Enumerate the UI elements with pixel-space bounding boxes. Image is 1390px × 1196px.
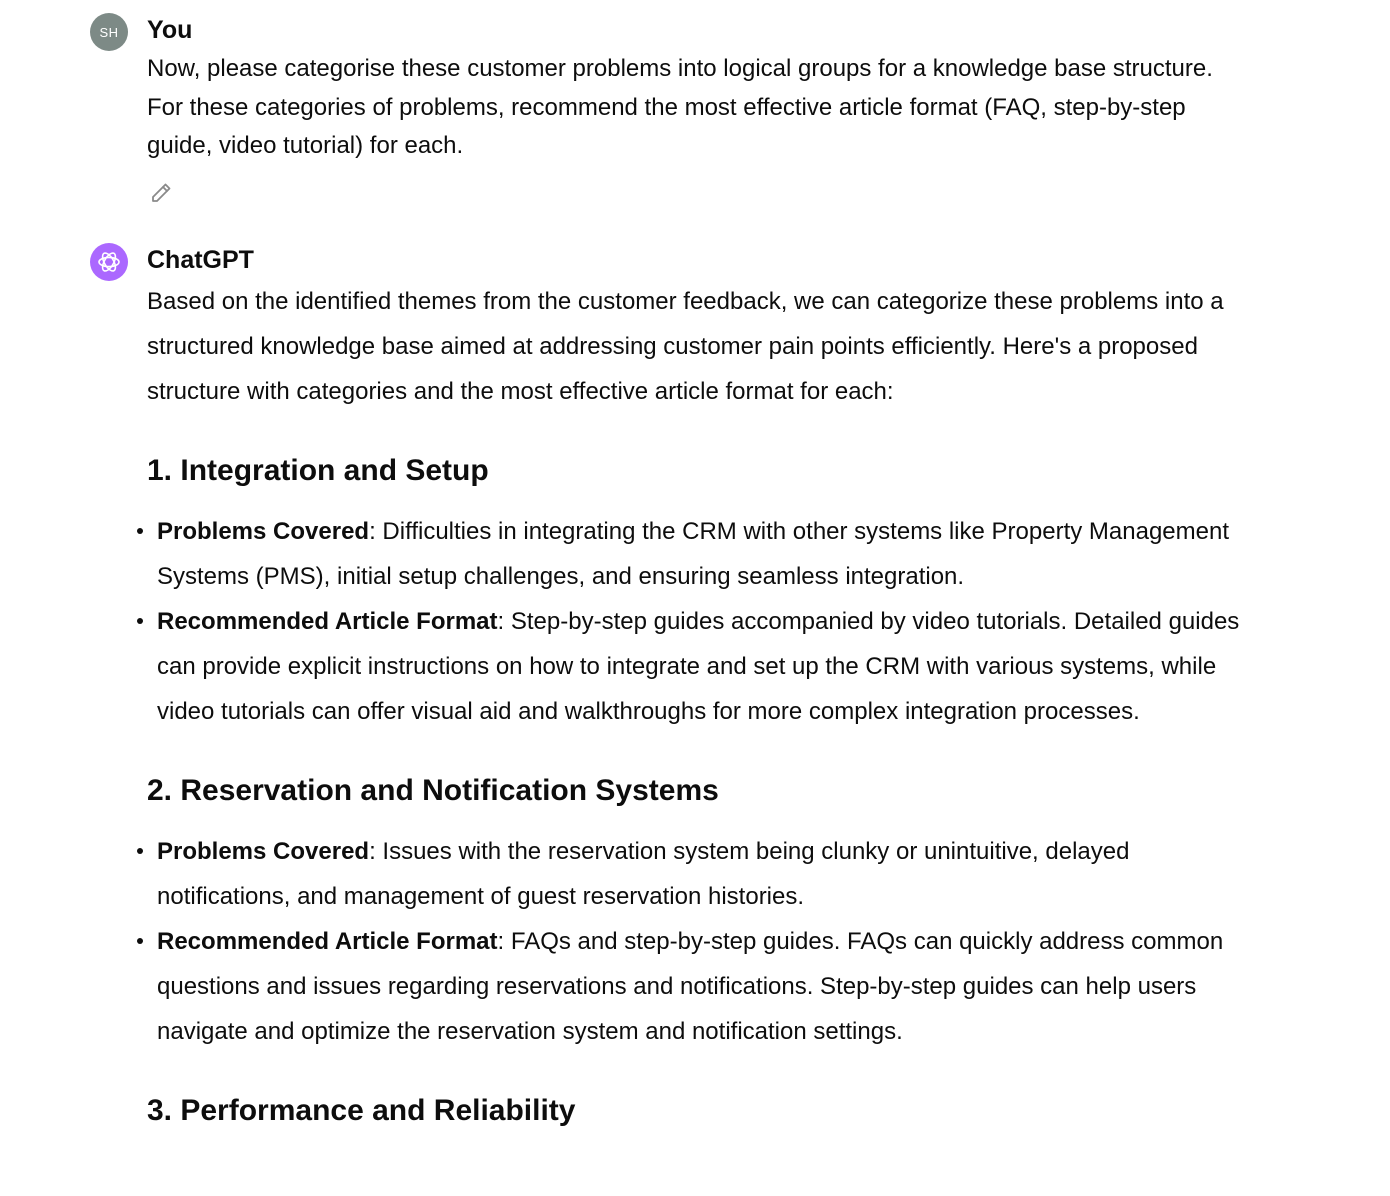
list-item [147, 599, 1257, 734]
format-label: Recommended Article Format [157, 608, 498, 635]
user-message-text: Now, please categorise these customer problems into logical groups for a knowledge base structure. For these categories of problems, recommend the most effective article format (FAQ, step-by-step guide, video tutorial) for each. [147, 55, 1213, 159]
problems-label: Problems Covered [157, 838, 370, 865]
format-text: : FAQs and step-by-step guides. FAQs can quickly address common questions and issues regarding reservations and notifications. Step-by-step guides can help users navigate and optimize the reservation system and notification settings. [157, 928, 1224, 1045]
section-heading: 2. Reservation and Notification Systems [147, 774, 719, 807]
list-item [147, 919, 1257, 1054]
assistant-author-name: ChatGPT [147, 246, 254, 274]
problems-text: : Difficulties in integrating the CRM with other systems like Property Management Systems (PMS), initial setup challenges, and ensuring seamless integration. [157, 518, 1229, 590]
section-points [147, 509, 1257, 734]
assistant-avatar [90, 243, 128, 281]
section-points [147, 829, 1257, 1054]
user-author-name: You [147, 16, 193, 44]
format-text: : Step-by-step guides accompanied by video tutorials. Detailed guides can provide explicit instructions on how to integrate and set up the CRM with various systems, while video tutorials can offer visual aid and walkthroughs for more complex integration processes. [157, 608, 1240, 725]
openai-logo-icon [95, 248, 123, 276]
user-avatar-initials: SH [99, 24, 119, 40]
assistant-intro: Based on the identified themes from the customer feedback, we can categorize these problems into a structured knowledge base aimed at addressing customer pain points efficiently. Here's a proposed structure with categories and the most effective article format for each: [147, 288, 1224, 405]
format-label: Recommended Article Format [157, 928, 498, 955]
section-heading: 3. Performance and Reliability [147, 1094, 576, 1127]
section-heading: 1. Integration and Setup [147, 454, 489, 487]
list-item [147, 829, 1257, 919]
problems-label: Problems Covered [157, 518, 370, 545]
assistant-message-body [147, 279, 1257, 1131]
problems-text: : Issues with the reservation system being clunky or unintuitive, delayed notifications, and management of guest reservation histories. [157, 838, 1130, 910]
list-item [147, 509, 1257, 599]
